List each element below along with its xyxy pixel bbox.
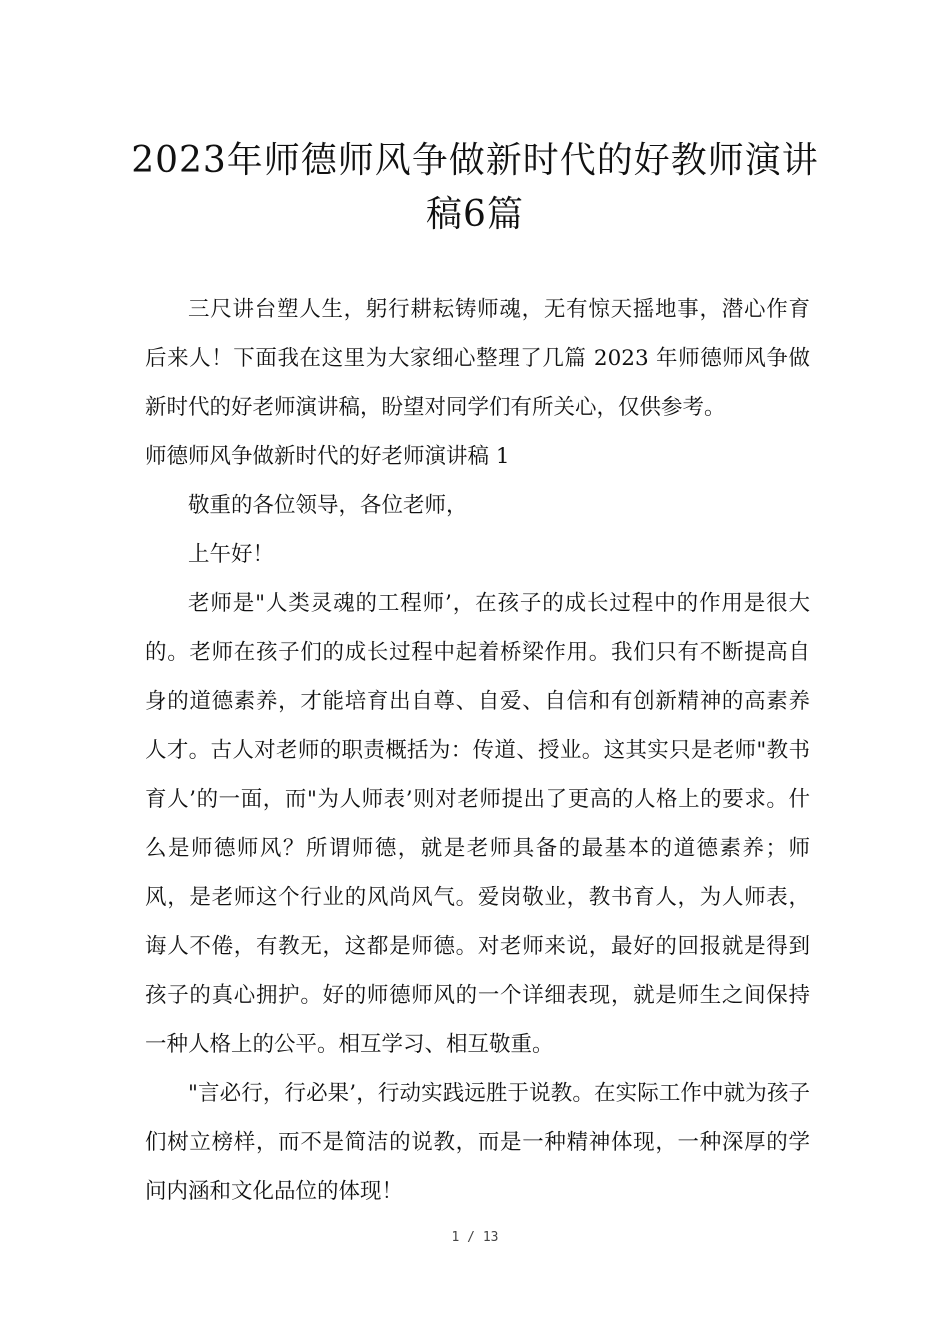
- section-heading: 师德师风争做新时代的好老师演讲稿 1: [145, 444, 510, 469]
- salutation-line: 上午好！: [188, 542, 275, 567]
- document-title: [120, 134, 830, 242]
- body-paragraph-2: "言必行，行必果’，行动实践远胜于说教。在实际工作中就为孩子们树立榜样，而不是简洁的说教，而是一种精神体现，一种深厚的学问内涵和文化品位的体现！: [145, 1081, 810, 1204]
- document-body: [145, 285, 810, 1216]
- title-line-1: 2023年师德师风争做新时代的好教师演讲: [131, 140, 819, 181]
- greeting-line: 敬重的各位领导，各位老师，: [188, 493, 468, 518]
- page-number: 1 / 13: [451, 1230, 499, 1245]
- intro-paragraph: 三尺讲台塑人生，躬行耕耘铸师魂，无有惊天摇地事，潜心作育后来人！下面我在这里为大家细心整理了几篇 2023 年师德师风争做新时代的好老师演讲稿，盼望对同学们有所关心，仅供参考。: [145, 297, 810, 420]
- title-line-2: 稿6篇: [426, 194, 524, 235]
- body-paragraph-1: 老师是"人类灵魂的工程师’，在孩子的成长过程中的作用是很大的。老师在孩子们的成长过程中起着桥梁作用。我们只有不断提高自身的道德素养，才能培育出自尊、自爱、自信和有创新精神的高素养人才。古人对老师的职责概括为：传道、授业。这其实只是老师"教书育人’的一面，而"为人师表’则对老师提出了更高的人格上的要求。什么是师德师风？所谓师德，就是老师具备的最基本的道德素养；师风，是老师这个行业的风尚风气。爱岗敬业，教书育人，为人师表，诲人不倦，有教无，这都是师德。对老师来说，最好的回报就是得到孩子的真心拥护。好的师德师风的一个详细表现，就是师生之间保持一种人格上的公平。相互学习、相互敬重。: [145, 591, 810, 1057]
